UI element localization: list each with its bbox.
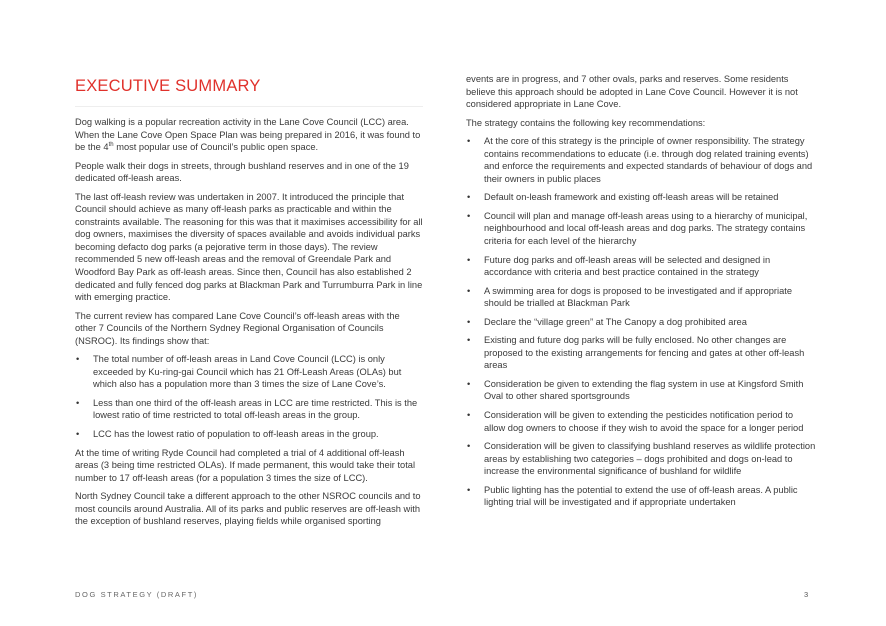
list-item: • Consideration will be given to extending the pesticides notification period to allow dog owners to choose if they wish to avoid the space for a longer period — [466, 409, 816, 434]
list-item: • Council will plan and manage off-leash areas using to a hierarchy of municipal, neighbourhood and local off-leash areas and dog parks. The strategy contains criteria for each level of the hierarchy — [466, 210, 816, 248]
paragraph-continued: events are in progress, and 7 other ovals, parks and reserves. Some residents believe this approach should be adopted in Lane Cove Council. However it is not considered appropriate in Lane Cove. — [466, 74, 798, 110]
paragraph-dog-walking — [75, 116, 423, 154]
list-item: • Consideration will be given to classifying bushland reserves as wildlife protection areas by establishing two categories – dogs prohibited and dogs on-lead to increase the environmental significance of bushland for wildlife — [466, 440, 816, 478]
paragraph-ryde-council: At the time of writing Ryde Council had completed a trial of 4 additional off-leash areas (3 being time restricted OLAs). If made permanent, this would take their total number to 17 off-leash areas (for a population 3 times the size of LCC). — [75, 447, 416, 483]
footer-document-title: DOG STRATEGY (DRAFT) — [75, 590, 198, 599]
superscript-ordinal: th — [108, 142, 114, 148]
right-column — [466, 73, 816, 515]
footer-page-number: 3 — [804, 590, 809, 599]
paragraph-where-dogs-walked: People walk their dogs in streets, through bushland reserves and in one of the 19 dedicated off-leash areas. — [75, 160, 409, 184]
list-item: • Declare the “village green” at The Canopy a dog prohibited area — [466, 316, 816, 329]
paragraph-current-review: The current review has compared Lane Cove Council’s off-leash areas with the other 7 Councils of the Northern Sydney Regional Organisation of Councils (NSROC). Its findings show that: — [75, 310, 400, 346]
paragraph-north-sydney: North Sydney Council take a different approach to the other NSROC councils and to most councils around Australia. All of its parks and public reserves are off-leash with the exception of bushland reserves, playing fields while organised sporting — [75, 491, 421, 527]
list-item: • At the core of this strategy is the principle of owner responsibility. The strategy contains recommendations to educate (i.e. through dog related training events) and enforce the requirements and expected standards of behaviour of dogs and their owners in public places — [466, 135, 816, 185]
list-item: • Public lighting has the potential to extend the use of off-leash areas. A public lighting trial will be investigated and if appropriate undertaken — [466, 484, 816, 509]
findings-list — [75, 353, 423, 440]
paragraph-recommendations-intro: The strategy contains the following key recommendations: — [466, 117, 706, 128]
paragraph-text: Dog walking is a popular recreation activity in the Lane Cove Council (LCC) area. When the Lane Cove Open Space Plan was being prepared in 2016, it was found to be the 4 — [75, 117, 421, 153]
list-item: • Existing and future dog parks will be fully enclosed. No other changes are proposed to the existing arrangements for fencing and gates at other off-leash areas — [466, 334, 816, 372]
list-item: • LCC has the lowest ratio of population to off-leash areas in the group. — [75, 428, 423, 441]
list-item: • Future dog parks and off-leash areas will be selected and designed in accordance with criteria and best practice contained in the strategy — [466, 254, 816, 279]
paragraph-text: most popular use of Council’s public open space. — [113, 142, 319, 153]
paragraph-last-review: The last off-leash review was undertaken in 2007. It introduced the principle that Council should achieve as many off-leash parks as practicable and within the constraints available. The reasoning for this was that it maximises accessibility for all dog owners, maximises the diversity of spaces available and avoids individual parks becoming defacto dog parks (a pejorative term in those days). The review recommended 5 new off-leash areas and the removal of Greendale Park and Woodford Bay Park as off-leash areas. Since then, Council has also established 2 dedicated and fully fenced dog parks at Blackman Park and Turrumburra Park in line with emerging practice. — [75, 191, 423, 303]
list-item: • Less than one third of the off-leash areas in LCC are time restricted. This is the lowest ratio of time restricted to total off-leash areas in the group. — [75, 397, 423, 422]
page-title: EXECUTIVE SUMMARY — [75, 76, 423, 107]
recommendations-list — [466, 135, 816, 509]
list-item: • Default on-leash framework and existing off-leash areas will be retained — [466, 191, 816, 204]
list-item: • A swimming area for dogs is proposed to be investigated and if appropriate should be trialled at Blackman Park — [466, 285, 816, 310]
list-item: • Consideration be given to extending the flag system in use at Kingsford Smith Oval to other shared sportsgrounds — [466, 378, 816, 403]
left-column — [75, 76, 423, 534]
list-item: • The total number of off-leash areas in Land Cove Council (LCC) is only exceeded by Ku-ring-gai Council which has 21 Off-Leash Areas (OLAs) but which also has a population more than 3 times the size of Lane Cove’s. — [75, 353, 423, 391]
